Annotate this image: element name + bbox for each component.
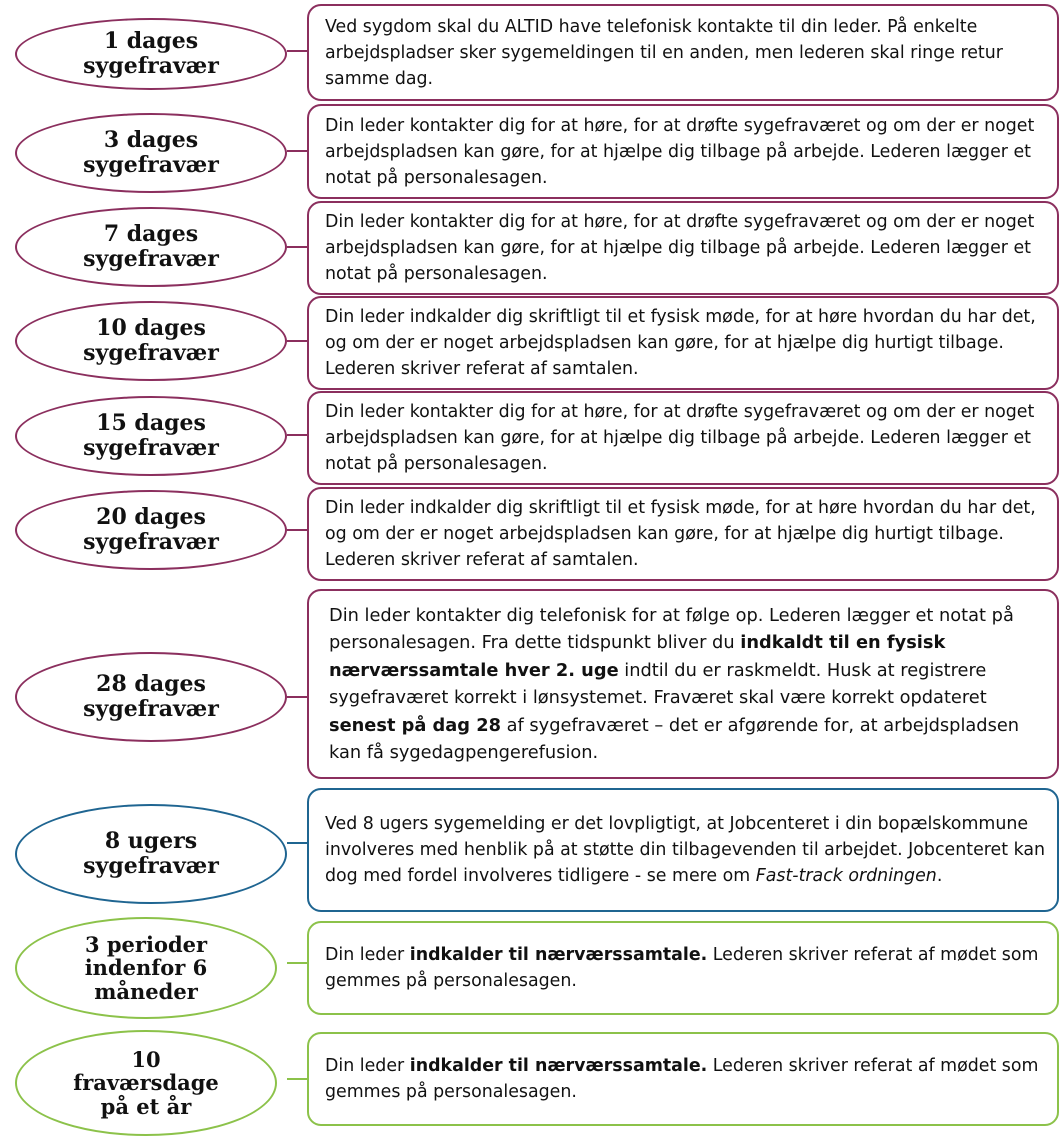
label-line: 7 dages [103,221,199,248]
connector-line [287,246,309,248]
description-text: Din leder [325,1056,410,1076]
step-description-box [307,104,1059,199]
step-description-box [307,391,1059,485]
label-line: 8 ugers [104,828,198,855]
description-text: Lederen skriver referat af mødet som gemmes på personalesagen. [325,945,1039,991]
label-line: sygefravær [83,696,219,722]
description-emphasis: indkalder til nærværssamtale. [409,1056,708,1076]
step-label-oval [15,917,277,1019]
label-line: indenfor 6 [84,955,208,981]
label-line: 10 [131,1046,161,1072]
step-label-oval [15,396,287,476]
step-description: Din leder kontakter dig for at høre, for at drøfte sygefraværet og om der er noget arbejdspladsen kan gøre, for at hjælpe dig tilbage på arbejde. Lederen lægger et notat på personalesagen. [325,115,1035,188]
step-label-oval [15,301,287,381]
connector-line [287,962,309,964]
label-line: sygefravær [83,853,219,879]
step-description: Din leder indkalder dig skriftligt til et fysisk møde, for at høre hvordan du har det, og om der er noget arbejdspladsen kan gøre, for at hjælpe dig hurtigt tilbage. Lederen skriver referat af samtalen. [325,498,1036,570]
connector-line [287,150,309,152]
description-text: Lederen skriver referat af mødet som gemmes på personalesagen. [325,1056,1039,1102]
description-text: af sygefraværet – det er afgørende for, at arbejdspladsen kan få sygedagpengerefusion. [329,714,1020,763]
step-label-oval [15,804,287,904]
step-description [325,1053,1049,1105]
step-description: Din leder kontakter dig for at høre, for at drøfte sygefraværet og om der er noget arbejdspladsen kan gøre, for at hjælpe dig tilbage på arbejde. Lederen lægger et notat på personalesagen. [325,212,1035,284]
step-label-oval [15,18,287,90]
step-description [325,811,1049,889]
description-emphasis: indkalder til nærværssamtale. [409,945,708,965]
step-label-oval [15,1030,277,1136]
description-text: Din leder kontakter dig telefonisk for at følge op. Lederen lægger et notat på personalesagen. Fra dette tidspunkt bliver du [329,604,1014,653]
connector-line [287,340,309,342]
step-label-oval [15,490,287,570]
label-line: sygefravær [83,340,219,366]
label-line: på et år [100,1093,192,1119]
step-description-box [307,4,1059,101]
label-line: sygefravær [83,152,219,178]
label-line: 3 dages [103,127,199,154]
description-text: . [936,866,943,886]
step-description-box [307,296,1059,390]
label-line: måneder [94,978,198,1004]
step-description-box [307,1032,1059,1126]
step-description-box [307,589,1059,779]
connector-line [287,696,309,698]
connector-line [287,434,309,436]
description-emphasis: senest på dag 28 [329,714,501,736]
label-line: 20 dages [96,504,206,531]
connector-line [287,842,309,844]
label-line: sygefravær [83,435,219,461]
step-description: Ved sygdom skal du ALTID have telefonisk kontakte til din leder. På enkelte arbejdspladser sker sygemeldingen til en anden, men lederen skal ringe retur samme dag. [325,16,1003,89]
step-description-box [307,921,1059,1015]
step-description-box [307,788,1059,912]
step-description [329,602,1049,767]
connector-line [287,529,309,531]
label-line: fraværsdage [73,1070,219,1096]
label-line: 1 dages [103,28,199,55]
description-emphasis: Fast-track ordningen [755,866,937,886]
step-label-oval [15,207,287,287]
description-text: Din leder [325,945,410,965]
description-text: Ved 8 ugers sygemelding er det lovpligtigt, at Jobcenteret i din bopælskommune involveres med henblik på at støtte din tilbagevenden til arbejdet. Jobcenteret kan dog med fordel involveres tidligere - se mere om [325,814,1046,886]
label-line: sygefravær [83,246,219,272]
label-line: 3 perioder [84,931,208,957]
label-line: 28 dages [96,671,206,698]
description-emphasis: indkaldt til en fysisk nærværssamtale hver 2. uge [329,632,946,681]
step-label-oval [15,652,287,742]
label-line: sygefravær [83,529,219,555]
label-line: sygefravær [83,53,219,79]
step-description-box [307,201,1059,295]
label-line: 15 dages [96,410,206,437]
step-description-box [307,487,1059,581]
step-label-oval [15,113,287,193]
step-description: Din leder kontakter dig for at høre, for at drøfte sygefraværet og om der er noget arbejdspladsen kan gøre, for at hjælpe dig tilbage på arbejde. Lederen lægger et notat på personalesagen. [325,402,1035,474]
label-line: 10 dages [96,315,206,342]
connector-line [287,50,309,52]
step-description [325,942,1049,994]
description-text: indtil du er raskmeldt. Husk at registrere sygefraværet korrekt i lønsystemet. Fraværet skal være korrekt opdateret [329,659,987,708]
step-description: Din leder indkalder dig skriftligt til et fysisk møde, for at høre hvordan du har det, og om der er noget arbejdspladsen kan gøre, for at hjælpe dig hurtigt tilbage. Lederen skriver referat af samtalen. [325,307,1036,379]
connector-line [287,1078,309,1080]
